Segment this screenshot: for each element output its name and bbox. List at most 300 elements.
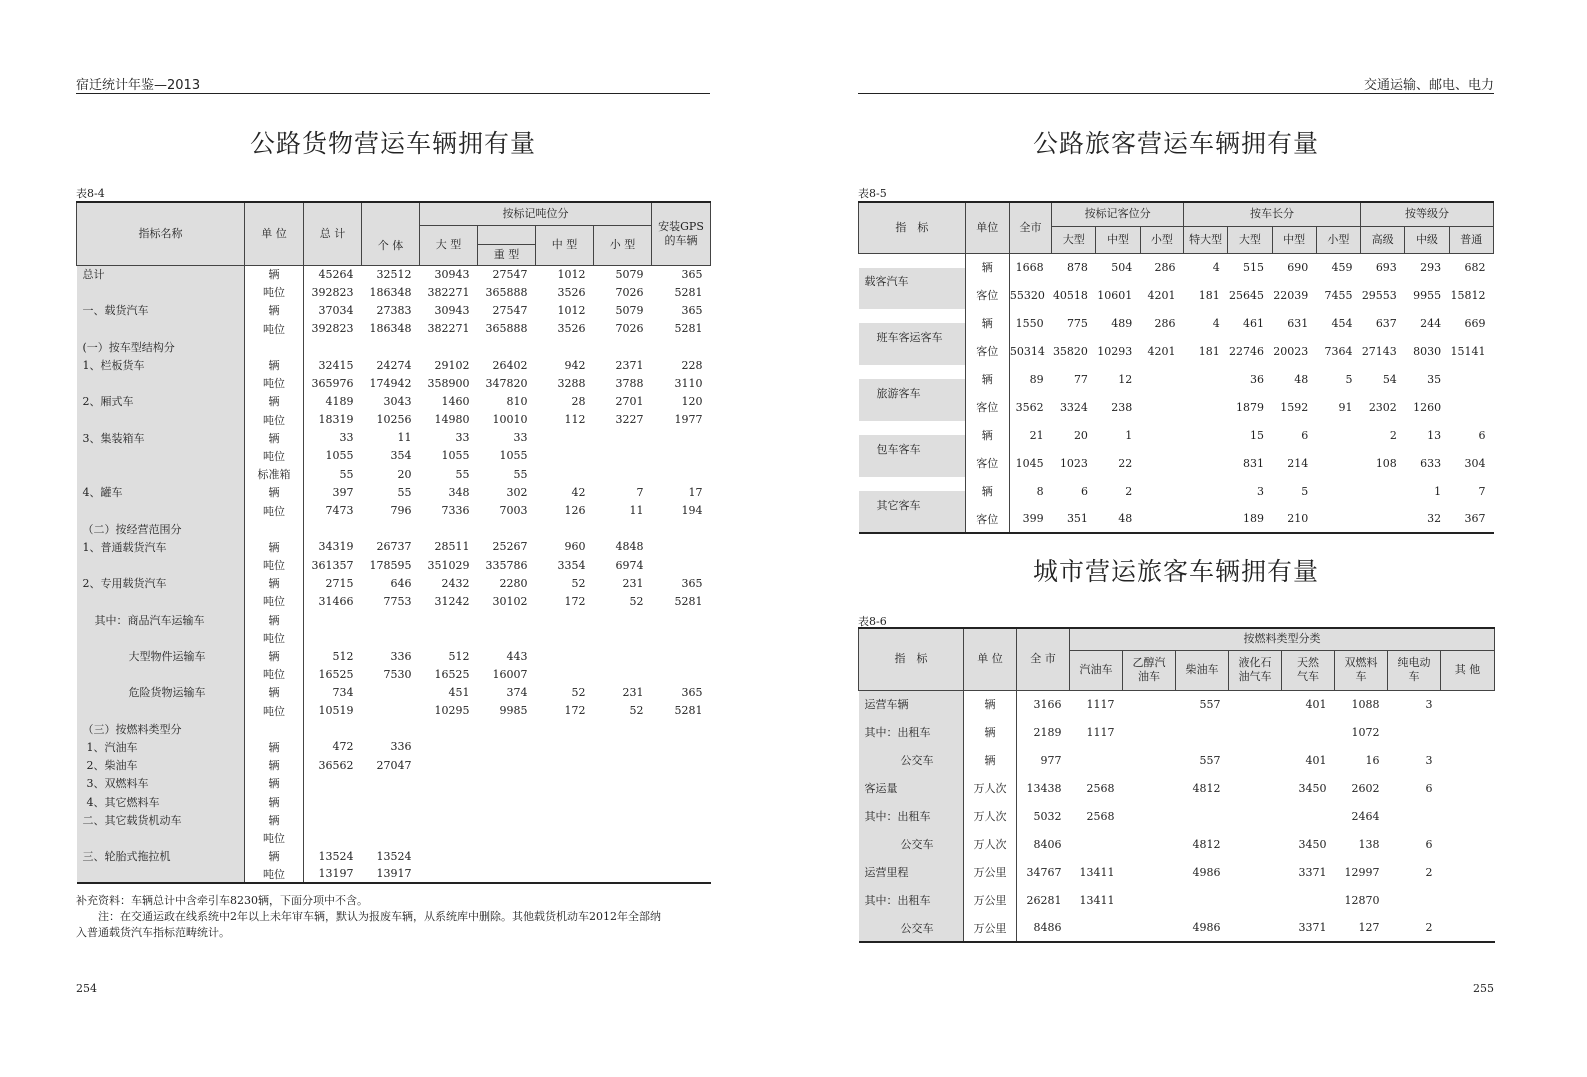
unit-cell: 辆 [245, 683, 304, 701]
value-cell: 214 [1287, 456, 1309, 470]
value-cell [1441, 746, 1495, 774]
value-cell [420, 629, 478, 647]
value-cell: 351029 [427, 558, 470, 572]
value-cell [536, 665, 594, 683]
value-cell: 55 [397, 485, 412, 499]
table-row [859, 309, 1494, 337]
value-cell [478, 756, 536, 774]
value-cell: 2189 [1033, 725, 1062, 739]
value-cell: 174942 [369, 376, 412, 390]
value-cell: 22 [1118, 456, 1133, 470]
col-header-medium: 中 型 [536, 225, 594, 265]
value-cell [1449, 393, 1493, 421]
value-cell [420, 738, 478, 756]
value-cell: 52 [629, 594, 644, 608]
table-8-4-title: 公路货物营运车辆拥有量 [249, 129, 536, 158]
value-cell [594, 792, 652, 810]
unit-cell: 辆 [245, 538, 304, 556]
value-cell: 336 [390, 649, 412, 663]
value-cell [594, 829, 652, 847]
value-cell [362, 774, 420, 792]
value-cell: 1055 [499, 449, 528, 463]
row-label [77, 829, 245, 847]
value-cell [536, 756, 594, 774]
row-label: （二）按经营范围分 [77, 520, 245, 538]
value-cell: 3526 [557, 285, 586, 299]
table-8-4-notes [76, 893, 661, 941]
unit-cell: 客位 [965, 281, 1009, 309]
value-cell: 7753 [383, 594, 412, 608]
value-cell: 7026 [615, 322, 644, 336]
table-row [859, 802, 1495, 830]
value-cell: 365888 [485, 322, 528, 336]
value-cell: 399 [1009, 505, 1051, 533]
table-row [859, 886, 1495, 914]
value-cell [594, 720, 652, 738]
value-cell: 4812 [1192, 781, 1221, 795]
row-label [77, 629, 245, 647]
unit-cell: 辆 [245, 392, 304, 410]
value-cell [304, 520, 362, 538]
value-cell: 2302 [1368, 400, 1397, 414]
row-label: 3、双燃料车 [77, 774, 245, 792]
table-8-6-title: 城市营运旅客车辆拥有量 [1032, 557, 1319, 586]
value-cell [536, 647, 594, 665]
table-row [859, 774, 1495, 802]
value-cell: 7336 [441, 504, 470, 518]
value-cell: 3 [1388, 690, 1441, 718]
row-label [77, 665, 245, 683]
value-cell: 3354 [557, 558, 586, 572]
value-cell: 682 [1449, 253, 1493, 281]
value-cell [1140, 365, 1183, 393]
right-page [794, 0, 1587, 1077]
value-cell [1316, 421, 1360, 449]
value-cell: 4 [1212, 316, 1220, 330]
value-cell [362, 792, 420, 810]
value-cell: 210 [1272, 505, 1316, 533]
col-header-name: 指标名称 [77, 202, 245, 265]
value-cell: 13411 [1079, 893, 1115, 907]
value-cell: 7 [1478, 484, 1486, 498]
value-cell: 5281 [674, 594, 703, 608]
value-cell [652, 756, 711, 774]
value-cell [652, 538, 711, 556]
value-cell: 52 [571, 576, 586, 590]
value-cell: 2464 [1351, 809, 1380, 823]
unit-cell: 辆 [245, 811, 304, 829]
value-cell: 361357 [311, 558, 354, 572]
value-cell [420, 611, 478, 629]
value-cell [1441, 802, 1495, 830]
value-cell [652, 611, 711, 629]
value-cell: 365976 [311, 376, 354, 390]
value-cell [1123, 690, 1176, 718]
value-cell: 8406 [1033, 837, 1062, 851]
value-cell: 228 [681, 358, 703, 372]
col-header-length-xlarge: 特大型 [1183, 226, 1227, 253]
value-cell: 2602 [1351, 781, 1380, 795]
value-cell [594, 865, 652, 883]
value-cell: 55 [513, 467, 528, 481]
row-label: 大型物件运输车 [77, 647, 245, 665]
value-cell [1176, 718, 1229, 746]
value-cell: 36 [1250, 372, 1265, 386]
value-cell: 138 [1358, 837, 1380, 851]
unit-cell: 辆 [245, 301, 304, 319]
value-cell: 831 [1243, 456, 1265, 470]
value-cell: 35 [1427, 372, 1442, 386]
value-cell [536, 792, 594, 810]
value-cell [478, 847, 536, 865]
value-cell: 382271 [427, 322, 470, 336]
value-cell: 89 [1029, 372, 1044, 386]
table-8-4 [76, 201, 711, 884]
value-cell [652, 447, 711, 465]
value-cell: 6 [1478, 428, 1486, 442]
value-cell [1388, 802, 1441, 830]
value-cell [652, 338, 711, 356]
unit-cell: 客位 [965, 505, 1009, 533]
value-cell: 354 [390, 449, 412, 463]
value-cell: 26402 [492, 358, 528, 372]
value-cell [536, 629, 594, 647]
value-cell: 3526 [557, 322, 586, 336]
table-row [859, 690, 1495, 718]
value-cell: 454 [1331, 316, 1353, 330]
value-cell [1449, 365, 1493, 393]
row-label [77, 501, 245, 519]
value-cell: 374 [506, 685, 528, 699]
value-cell: 48 [1096, 505, 1140, 533]
table-row [859, 718, 1495, 746]
value-cell: 20 [397, 467, 412, 481]
value-cell [594, 465, 652, 483]
value-cell [1441, 858, 1495, 886]
value-cell: 8 [1036, 484, 1044, 498]
value-cell: 4189 [325, 394, 354, 408]
col-header-grade-normal: 普通 [1449, 226, 1493, 253]
value-cell: 25267 [492, 540, 528, 554]
value-cell [1229, 830, 1282, 858]
value-cell [1183, 477, 1227, 505]
value-cell: 1023 [1059, 456, 1088, 470]
value-cell: 189 [1228, 505, 1272, 533]
value-cell: 15 [1250, 428, 1265, 442]
value-cell: 960 [564, 540, 586, 554]
value-cell [304, 792, 362, 810]
value-cell: 55 [455, 467, 470, 481]
value-cell: 36562 [318, 758, 354, 772]
table-row [77, 447, 711, 465]
value-cell [536, 865, 594, 883]
value-cell: 172 [564, 594, 586, 608]
value-cell [478, 738, 536, 756]
value-cell: 10256 [376, 413, 412, 427]
value-cell [478, 720, 536, 738]
value-cell [1229, 886, 1282, 914]
value-cell [1070, 830, 1123, 858]
value-cell: 5079 [594, 265, 652, 283]
value-cell [478, 829, 536, 847]
value-cell: 8486 [1017, 914, 1070, 942]
value-cell [652, 847, 711, 865]
value-cell: 11 [397, 431, 412, 445]
value-cell [1070, 914, 1123, 942]
table-row [77, 538, 711, 556]
value-cell: 459 [1316, 253, 1360, 281]
table-8-4-body [77, 265, 711, 883]
row-label: 旅游客车 [859, 379, 966, 407]
table-row [77, 665, 711, 683]
value-cell: 3324 [1059, 400, 1088, 414]
value-cell: 52 [571, 685, 586, 699]
value-cell: 13 [1427, 428, 1442, 442]
value-cell: 31242 [434, 594, 470, 608]
table-row [77, 301, 711, 319]
value-cell: 2 [1125, 484, 1133, 498]
value-cell: 1668 [1009, 253, 1051, 281]
col-header-total: 总 计 [304, 202, 362, 265]
value-cell: 244 [1420, 316, 1442, 330]
value-cell [1123, 718, 1176, 746]
row-label [77, 374, 245, 392]
row-label: 二、其它载货机动车 [77, 811, 245, 829]
value-cell: 4201 [1147, 288, 1176, 302]
col-header-fuel-electric: 纯电动车 [1388, 650, 1441, 690]
value-cell: 5 [1345, 372, 1353, 386]
value-cell: 515 [1228, 253, 1272, 281]
value-cell [652, 429, 711, 447]
value-cell [1140, 393, 1183, 421]
value-cell [1441, 886, 1495, 914]
value-cell: 16007 [492, 667, 528, 681]
unit-cell: 万人次 [964, 830, 1017, 858]
table-row [77, 647, 711, 665]
value-cell: 2 [1389, 428, 1397, 442]
value-cell [1123, 774, 1176, 802]
table-row [859, 253, 1494, 281]
value-cell: 3450 [1298, 781, 1327, 795]
col-header-fuel-other: 其 他 [1441, 650, 1495, 690]
value-cell: 1879 [1236, 400, 1265, 414]
value-cell: 16 [1365, 753, 1380, 767]
value-cell [304, 338, 362, 356]
value-cell [420, 520, 478, 538]
value-cell: 3450 [1298, 837, 1327, 851]
value-cell: 365 [652, 265, 711, 283]
value-cell [1229, 802, 1282, 830]
row-label [77, 283, 245, 301]
row-label: 其中：商品汽车运输车 [77, 611, 245, 629]
value-cell: 1117 [1086, 725, 1115, 739]
unit-cell: 吨位 [245, 556, 304, 574]
value-cell: 48 [1294, 372, 1309, 386]
unit-cell: 辆 [245, 647, 304, 665]
value-cell: 27047 [376, 758, 412, 772]
value-cell: 7003 [499, 504, 528, 518]
value-cell: 810 [506, 394, 528, 408]
row-label: 2、专用载货汽车 [77, 574, 245, 592]
value-cell: 50314 [1009, 344, 1045, 358]
value-cell: 181 [1198, 344, 1220, 358]
value-cell [1229, 774, 1282, 802]
value-cell: 178595 [369, 558, 412, 572]
col-header-heavy: 重 型 [478, 244, 536, 265]
unit-cell: 标准箱 [245, 465, 304, 483]
table-row [859, 914, 1495, 942]
value-cell: 4 [1183, 253, 1227, 281]
value-cell [536, 520, 594, 538]
table-row [77, 629, 711, 647]
value-cell: 365 [681, 685, 703, 699]
value-cell: 1055 [441, 449, 470, 463]
unit-cell [245, 338, 304, 356]
value-cell: 10519 [318, 704, 354, 718]
value-cell: 22746 [1229, 344, 1265, 358]
value-cell: 392823 [311, 285, 354, 299]
value-cell [1441, 690, 1495, 718]
value-cell [1388, 886, 1441, 914]
value-cell: 489 [1111, 316, 1133, 330]
row-label: 危险货物运输车 [77, 683, 245, 701]
value-cell: 33 [455, 431, 470, 445]
value-cell: 186348 [369, 322, 412, 336]
value-cell: 10295 [434, 704, 470, 718]
table-row [77, 374, 711, 392]
col-header-unit: 单位 [965, 202, 1009, 253]
value-cell [594, 847, 652, 865]
row-label [77, 865, 245, 883]
value-cell: 5079 [615, 303, 644, 317]
row-label: 2、厢式车 [77, 392, 245, 410]
table-8-5-body [859, 253, 1494, 533]
value-cell: 27383 [376, 303, 412, 317]
table-row [77, 283, 711, 301]
value-cell: 126 [564, 504, 586, 518]
value-cell: 28 [571, 394, 586, 408]
table-row [77, 338, 711, 356]
table-row [77, 411, 711, 429]
value-cell [1176, 886, 1229, 914]
value-cell: 231 [622, 685, 644, 699]
note-line: 补充资料：车辆总计中含牵引车8230辆，下面分项中不含。 [76, 894, 368, 907]
value-cell [652, 465, 711, 483]
unit-cell: 辆 [245, 574, 304, 592]
row-label [77, 411, 245, 429]
table-row [859, 477, 1494, 505]
value-cell: 37034 [318, 303, 354, 317]
row-label: 包车客车 [859, 435, 966, 463]
value-cell: 302 [506, 485, 528, 499]
value-cell: 17 [688, 485, 703, 499]
table-row [77, 465, 711, 483]
value-cell [362, 520, 420, 538]
unit-cell: 辆 [245, 847, 304, 865]
value-cell: 365 [681, 303, 703, 317]
value-cell: 45264 [304, 265, 362, 283]
value-cell [478, 774, 536, 792]
row-label: 公交车 [859, 830, 964, 858]
value-cell: 55 [339, 467, 354, 481]
table-8-6-number: 表8-6 [858, 615, 887, 628]
value-cell: 367 [1449, 505, 1493, 533]
value-cell: 2701 [615, 394, 644, 408]
value-cell: 443 [506, 649, 528, 663]
value-cell [1229, 718, 1282, 746]
value-cell: 1550 [1015, 316, 1044, 330]
value-cell [1441, 774, 1495, 802]
value-cell [536, 720, 594, 738]
col-header-indicator: 指 标 [859, 202, 966, 253]
col-header-unit: 单 位 [964, 628, 1017, 690]
value-cell [362, 702, 420, 720]
table-row [77, 720, 711, 738]
table-row [77, 483, 711, 501]
value-cell: 5281 [674, 704, 703, 718]
value-cell: 7530 [383, 667, 412, 681]
value-cell: 108 [1375, 456, 1397, 470]
unit-cell: 吨位 [245, 283, 304, 301]
value-cell: 631 [1287, 316, 1309, 330]
col-header-fuel-gasoline: 汽油车 [1070, 650, 1123, 690]
unit-cell: 吨位 [245, 829, 304, 847]
col-header-fuel-ethanol: 乙醇汽油车 [1123, 650, 1176, 690]
value-cell [536, 829, 594, 847]
table-row [77, 611, 711, 629]
page-number-right: 255 [1473, 982, 1494, 995]
value-cell [1316, 449, 1360, 477]
value-cell: 304 [1464, 456, 1486, 470]
value-cell: 27547 [492, 303, 528, 317]
value-cell [594, 811, 652, 829]
table-row [77, 429, 711, 447]
row-label: 4、罐车 [77, 483, 245, 501]
value-cell: 4848 [615, 540, 644, 554]
unit-cell: 吨位 [245, 702, 304, 720]
value-cell: 27547 [478, 265, 536, 283]
table-row [859, 858, 1495, 886]
value-cell [1361, 505, 1405, 533]
value-cell: 13524 [376, 849, 412, 863]
value-cell: 30943 [420, 265, 478, 283]
value-cell: 286 [1154, 316, 1176, 330]
value-cell: 6 [1301, 428, 1309, 442]
unit-cell: 辆 [245, 611, 304, 629]
value-cell [478, 811, 536, 829]
value-cell: 2432 [441, 576, 470, 590]
value-cell: 52 [629, 704, 644, 718]
value-cell: 16525 [318, 667, 354, 681]
value-cell: 27143 [1361, 344, 1397, 358]
value-cell: 5281 [674, 285, 703, 299]
value-cell: 20 [1073, 428, 1088, 442]
value-cell: 1977 [674, 413, 703, 427]
value-cell: 557 [1199, 753, 1221, 767]
row-label: 3、集装箱车 [77, 429, 245, 447]
value-cell [536, 429, 594, 447]
unit-cell: 吨位 [245, 665, 304, 683]
value-cell [420, 847, 478, 865]
value-cell: 3371 [1282, 914, 1335, 942]
value-cell: 30943 [434, 303, 470, 317]
table-row [77, 792, 711, 810]
value-cell: 878 [1052, 253, 1096, 281]
value-cell [1316, 477, 1360, 505]
value-cell [536, 447, 594, 465]
value-cell: 4986 [1192, 865, 1221, 879]
unit-cell: 辆 [965, 253, 1009, 281]
